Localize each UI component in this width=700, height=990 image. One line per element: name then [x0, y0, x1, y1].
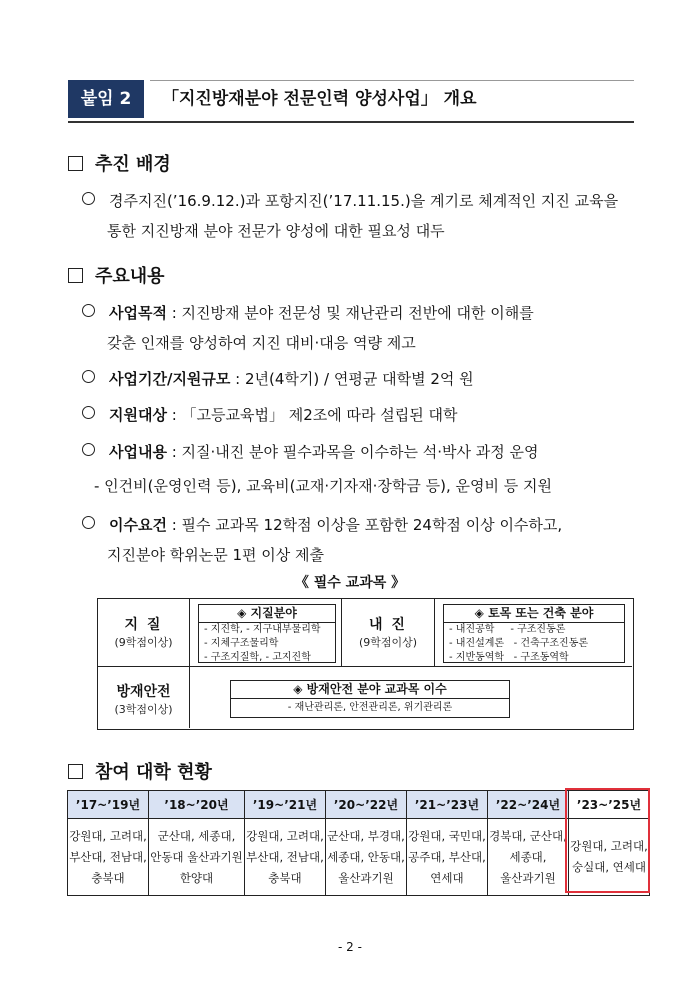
page-number: - 2 -	[338, 940, 362, 954]
bullet-label: 지원대상	[109, 406, 167, 424]
column-header: ’21~’23년	[406, 791, 487, 819]
square-bullet-icon	[68, 764, 83, 779]
bullet-text: 경주지진(’16.9.12.)과 포항지진(’17.11.15.)을 계기로 체계적인 지진 교육을	[109, 192, 619, 210]
table-cell-current: 강원대, 고려대, 숭실대, 연세대	[568, 819, 649, 896]
disaster-box-title: ◈ 방재안전 분야 교과목 이수	[231, 681, 509, 699]
bullet-label: 사업기간/지원규모	[109, 370, 231, 388]
circle-bullet-icon	[82, 443, 95, 456]
bullet-text: : 「고등교육법」 제2조에 따라 설립된 대학	[166, 406, 458, 424]
bullet-text: : 지질·내진 분야 필수과목을 이수하는 석·박사 과정 운영	[166, 443, 539, 461]
table-row	[68, 819, 650, 896]
table-cell: 군산대, 부경대, 세종대, 안동대, 울산과기원	[325, 819, 406, 896]
row-divider	[98, 666, 632, 667]
requirement-bullet	[82, 510, 562, 540]
section-participants-heading	[68, 758, 212, 784]
section-title: 주요내용	[95, 266, 165, 287]
background-bullet-cont: 통한 지진방재 분야 전문가 양성에 대한 필요성 대두	[107, 222, 445, 240]
table-cell: 경북대, 군산대, 세종대, 울산과기원	[487, 819, 568, 896]
list-item: - 내진공학 - 구조진동론	[449, 624, 566, 635]
section-background-heading	[68, 150, 171, 176]
content-bullet	[82, 437, 539, 467]
target-bullet	[82, 400, 458, 430]
col-divider	[189, 599, 190, 728]
column-header: ’23~’25년	[568, 791, 649, 819]
square-bullet-icon	[68, 156, 83, 171]
bullet-label: 사업목적	[109, 304, 167, 322]
content-sub-item: - 인건비(운영인력 등), 교육비(교재·기자재·장학금 등), 운영비 등 지원	[94, 477, 553, 495]
bullet-text: : 지진방재 분야 전문성 및 재난관리 전반에 대한 이해를	[166, 304, 534, 322]
disaster-box	[230, 680, 510, 718]
seismic-cell	[342, 614, 434, 650]
background-bullet	[82, 186, 618, 216]
seismic-box	[443, 604, 625, 663]
purpose-bullet-cont: 갖춘 인재를 양성하여 지진 대비·대응 역량 제고	[107, 334, 416, 352]
table-cell: 강원대, 국민대, 공주대, 부산대, 연세대	[406, 819, 487, 896]
disaster-cell	[98, 681, 189, 717]
circle-bullet-icon	[82, 406, 95, 419]
geology-box-title: ◈ 지질분야	[199, 605, 335, 623]
page-title: 「지진방재분야 전문인력 양성사업」 개요	[162, 89, 477, 109]
section-title: 추진 배경	[95, 154, 171, 175]
list-item: - 구조지질학, - 고지진학	[204, 652, 311, 663]
participants-table	[67, 790, 650, 892]
seismic-credits: (9학점이상)	[358, 636, 418, 649]
column-header: ’22~’24년	[487, 791, 568, 819]
requirement-bullet-cont: 지진분야 학위논문 1편 이상 제출	[107, 546, 324, 564]
bullet-text: : 2년(4학기) / 연평균 대학별 2억 원	[230, 370, 474, 388]
subjects-title: 《 필수 교과목 》	[294, 575, 406, 591]
list-item: - 지체구조물리학	[204, 638, 279, 649]
section-main-heading	[68, 262, 165, 288]
section-title: 참여 대학 현황	[95, 762, 212, 783]
table-header-row	[68, 791, 650, 819]
list-item: - 지진학, - 지구내부물리학	[204, 624, 321, 635]
bullet-text: : 필수 교과목 12학점 이상을 포함한 24학점 이상 이수하고,	[166, 516, 563, 534]
disaster-credits: (3학점이상)	[114, 703, 173, 716]
circle-bullet-icon	[82, 370, 95, 383]
circle-bullet-icon	[82, 516, 95, 529]
column-header: ’17~’19년	[68, 791, 149, 819]
list-item: - 재난관리론, 안전관리론, 위기관리론	[287, 702, 453, 713]
disaster-label: 방재안전	[116, 684, 171, 700]
seismic-label: 내 진	[369, 617, 407, 633]
bullet-label: 이수요건	[109, 516, 167, 534]
circle-bullet-icon	[82, 304, 95, 317]
table-cell: 강원대, 고려대, 부산대, 전남대, 충북대	[244, 819, 325, 896]
bullet-label: 사업내용	[109, 443, 167, 461]
column-header: ’19~’21년	[244, 791, 325, 819]
circle-bullet-icon	[82, 192, 95, 205]
current-period-highlight	[565, 788, 650, 893]
geology-label: 지 질	[124, 617, 163, 633]
geology-credits: (9학점이상)	[114, 636, 173, 649]
column-header: ’20~’22년	[325, 791, 406, 819]
seismic-box-title: ◈ 토목 또는 건축 분야	[444, 605, 624, 623]
col-divider	[434, 599, 435, 666]
list-item: - 내진설계론 - 건축구조진동론	[449, 638, 589, 649]
geology-cell	[98, 614, 189, 650]
period-bullet	[82, 364, 474, 394]
column-header: ’18~’20년	[149, 791, 245, 819]
subjects-table	[97, 598, 634, 730]
table-cell: 군산대, 세종대, 안동대 울산과기원 한양대	[149, 819, 245, 896]
geology-box	[198, 604, 336, 663]
header-bottom-rule	[68, 121, 634, 123]
attachment-badge: 붙임 2	[68, 80, 144, 118]
table-cell: 강원대, 고려대, 부산대, 전남대, 충북대	[68, 819, 149, 896]
list-item: - 지반동역학 - 구조동역학	[449, 652, 569, 663]
square-bullet-icon	[68, 268, 83, 283]
purpose-bullet	[82, 298, 534, 328]
